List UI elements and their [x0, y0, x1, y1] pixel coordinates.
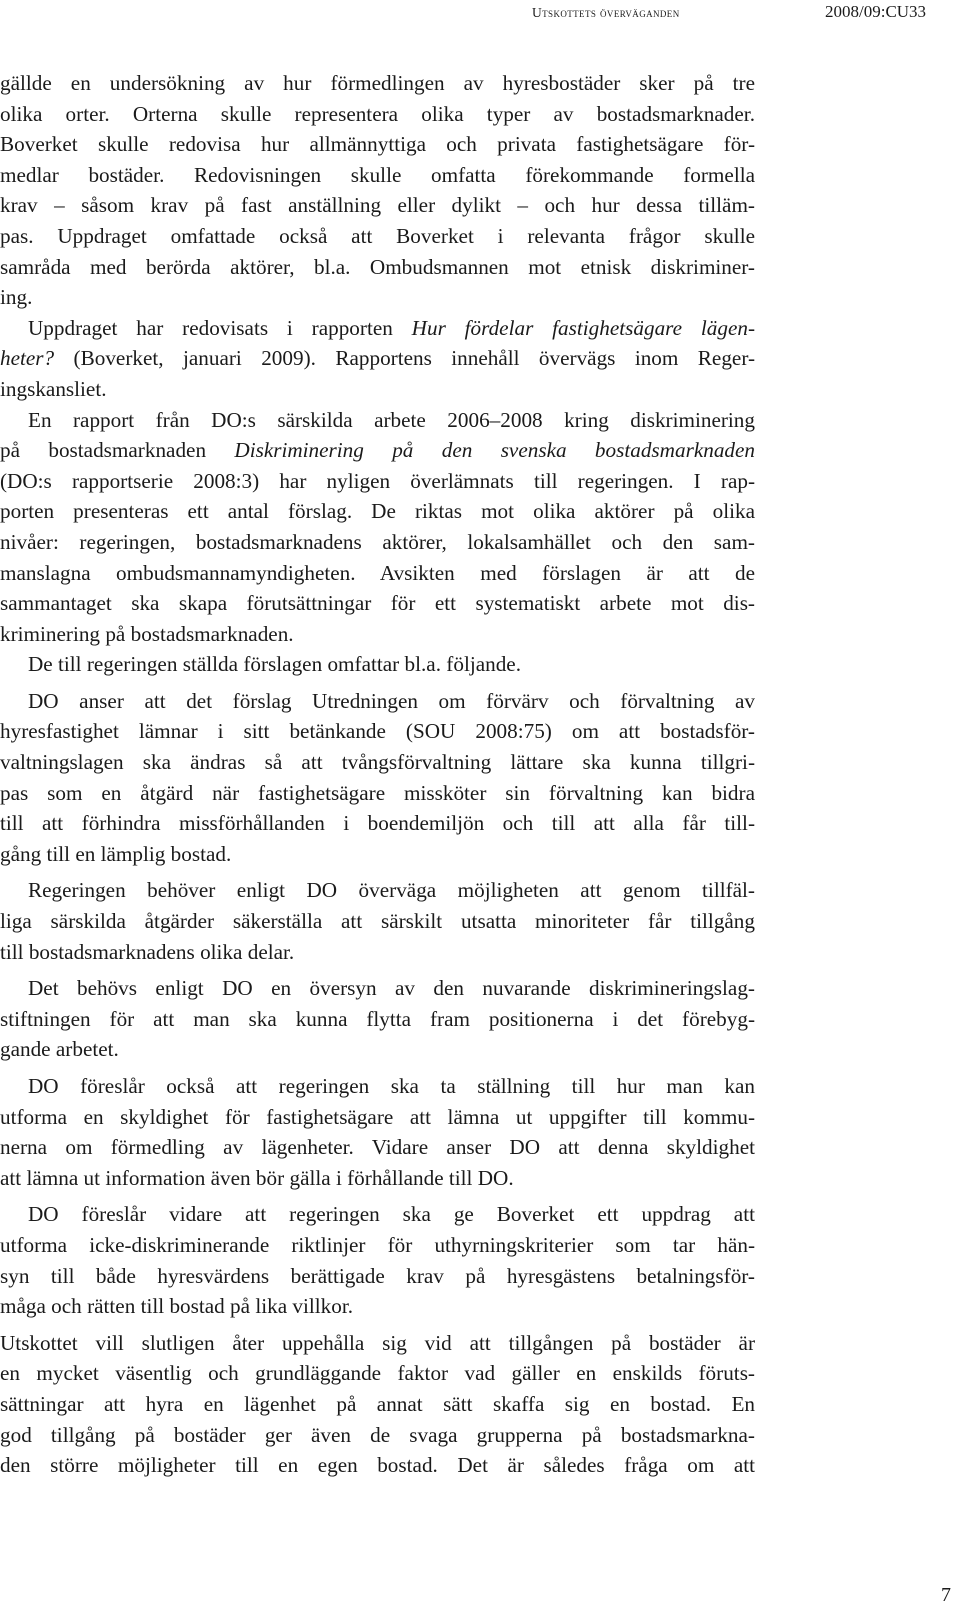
- text-line: [0, 1389, 755, 1420]
- line-text: De till regeringen ställda förslagen omfattar bl.a. följande.: [28, 652, 522, 677]
- line-text: krav – såsom krav på fast anställning eller dylikt – och hur dessa tilläm-: [0, 193, 755, 218]
- body-text: [0, 68, 755, 1481]
- text-line: [0, 716, 755, 747]
- text-line: [0, 496, 755, 527]
- text-line: [0, 1291, 755, 1322]
- text-line: [0, 906, 755, 937]
- line-text: (Boverket, januari 2009). Rapportens innehåll övervägs inom Reger-: [54, 346, 755, 371]
- italic-title: Diskriminering på den svenska bostadsmarknaden: [234, 438, 756, 463]
- line-text: stiftningen för att man ska kunna flytta fram positionerna i det förebyg-: [0, 1006, 755, 1031]
- text-line: [0, 1132, 755, 1163]
- line-text: medlar bostäder. Redovisningen skulle omfatta förekommande formella: [0, 162, 755, 187]
- line-text: Regeringen behöver enligt DO överväga möjligheten att genom tillfäl-: [28, 878, 755, 903]
- line-text: den större möjligheter till en egen bostad. Det är således fråga om att: [0, 1453, 755, 1478]
- text-line: [0, 99, 755, 130]
- text-line: [0, 1230, 755, 1261]
- italic-title: heter?: [0, 346, 55, 371]
- line-text: hyresfastighet lämnar i sitt betänkande (SOU 2008:75) om att bostadsför-: [0, 719, 755, 744]
- text-line: [0, 1420, 755, 1451]
- line-text: ingskansliet.: [0, 376, 107, 401]
- text-line: [0, 588, 755, 619]
- text-line: [0, 778, 755, 809]
- line-text: sättningar att hyra en lägenhet på annat sätt skaffa sig en bostad. En: [0, 1391, 755, 1416]
- text-line: [0, 405, 755, 436]
- line-text: till att förhindra missförhållanden i boendemiljön och till att alla får till-: [0, 811, 755, 836]
- line-text: måga och rätten till bostad på lika villkor.: [0, 1294, 354, 1319]
- text-line: [0, 937, 755, 968]
- text-line: [0, 747, 755, 778]
- line-text: nivåer: regeringen, bostadsmarknadens aktörer, lokalsamhället och den sam-: [0, 529, 755, 554]
- text-line: [0, 343, 755, 374]
- text-line: [0, 1102, 755, 1133]
- text-line: [0, 1450, 755, 1481]
- text-block: [0, 973, 755, 1065]
- line-text: syn till både hyresvärdens berättigade krav på hyresgästens betalningsför-: [0, 1263, 755, 1288]
- line-text: pas som en åtgärd när fastighetsägare missköter sin förvaltning kan bidra: [0, 780, 755, 805]
- italic-title: Hur fördelar fastighetsägare lägen-: [411, 315, 755, 340]
- text-line: [0, 1163, 755, 1194]
- line-text: en mycket väsentlig och grundläggande faktor vad gäller en enskilds föruts-: [0, 1361, 755, 1386]
- line-text: Uppdraget har redovisats i rapporten: [28, 315, 412, 340]
- line-text: på bostadsmarknaden: [0, 438, 235, 463]
- line-text: olika orter. Orterna skulle representera olika typer av bostadsmarknader.: [0, 101, 755, 126]
- line-text: god tillgång på bostäder ger även de svaga grupperna på bostadsmarkna-: [0, 1422, 755, 1447]
- line-text: gällde en undersökning av hur förmedlingen av hyresbostäder sker på tre: [0, 71, 755, 95]
- text-line: [0, 68, 755, 99]
- line-text: ing.: [0, 285, 33, 310]
- text-line: [0, 282, 755, 313]
- text-line: [0, 839, 755, 870]
- line-text: (DO:s rapportserie 2008:3) har nyligen överlämnats till regeringen. I rap-: [0, 468, 755, 493]
- line-text: gande arbetet.: [0, 1037, 119, 1062]
- line-text: att lämna ut information även bör gälla i förhållande till DO.: [0, 1165, 514, 1190]
- line-text: manslagna ombudsmannamyndigheten. Avsikten med förslagen är att de: [0, 560, 755, 585]
- line-text: DO föreslår vidare att regeringen ska ge Boverket ett uppdrag att: [28, 1202, 755, 1227]
- text-line: [0, 1071, 755, 1102]
- line-text: kriminering på bostadsmarknaden.: [0, 621, 294, 646]
- text-line: [0, 221, 755, 252]
- section-title: Utskottets överväganden: [532, 5, 680, 20]
- text-block: [0, 875, 755, 967]
- line-text: DO anser att det förslag Utredningen om förvärv och förvaltning av: [28, 688, 755, 713]
- text-block: [0, 68, 755, 680]
- text-line: [0, 686, 755, 717]
- text-line: [0, 313, 755, 344]
- line-text: porten presenteras ett antal förslag. De riktas mot olika aktörer på olika: [0, 499, 755, 524]
- text-line: [0, 1358, 755, 1389]
- text-line: [0, 129, 755, 160]
- line-text: liga särskilda åtgärder säkerställa att särskilt utsatta minoriteter får tillgång: [0, 909, 755, 934]
- line-text: En rapport från DO:s särskilda arbete 2006–2008 kring diskriminering: [28, 407, 755, 432]
- text-line: [0, 808, 755, 839]
- text-block: [0, 1071, 755, 1193]
- text-line: [0, 1004, 755, 1035]
- text-line: [0, 1199, 755, 1230]
- text-line: [0, 973, 755, 1004]
- line-text: Det behövs enligt DO en översyn av den nuvarande diskrimineringslag-: [28, 976, 755, 1001]
- text-line: [0, 527, 755, 558]
- text-block: [0, 1328, 755, 1481]
- line-text: valtningslagen ska ändras så att tvångsförvaltning lättare ska kunna tillgri-: [0, 750, 755, 775]
- line-text: till bostadsmarknadens olika delar.: [0, 939, 295, 964]
- text-line: [0, 875, 755, 906]
- text-line: [0, 160, 755, 191]
- line-text: utforma en skyldighet för fastighetsägare att lämna ut uppgifter till kommu-: [0, 1104, 755, 1129]
- text-line: [0, 649, 755, 680]
- line-text: Boverket skulle redovisa hur allmännyttiga och privata fastighetsägare för-: [0, 132, 755, 157]
- line-text: pas. Uppdraget omfattade också att Boverket i relevanta frågor skulle: [0, 223, 755, 248]
- text-line: [0, 1328, 755, 1359]
- text-line: [0, 435, 755, 466]
- text-line: [0, 619, 755, 650]
- line-text: samråda med berörda aktörer, bl.a. Ombudsmannen mot etnisk diskriminer-: [0, 254, 755, 279]
- line-text: sammantaget ska skapa förutsättningar för ett systematiskt arbete mot dis-: [0, 591, 755, 616]
- line-text: DO föreslår också att regeringen ska ta ställning till hur man kan: [28, 1074, 755, 1098]
- text-line: [0, 374, 755, 405]
- text-line: [0, 190, 755, 221]
- text-block: [0, 1199, 755, 1321]
- text-line: [0, 466, 755, 497]
- line-text: gång till en lämplig bostad.: [0, 841, 232, 866]
- line-text: Utskottet vill slutligen åter uppehålla sig vid att tillgången på bostäder är: [0, 1330, 755, 1355]
- text-line: [0, 1261, 755, 1292]
- text-line: [0, 558, 755, 589]
- line-text: nerna om förmedling av lägenheter. Vidare anser DO att denna skyldighet: [0, 1135, 755, 1160]
- text-line: [0, 252, 755, 283]
- page-header: [0, 0, 960, 28]
- line-text: utforma icke-diskriminerande riktlinjer för uthyrningskriterier som tar hän-: [0, 1232, 755, 1257]
- page-number: 7: [941, 1584, 951, 1606]
- text-line: [0, 1034, 755, 1065]
- document-reference: 2008/09:CU33: [825, 2, 927, 21]
- text-block: [0, 686, 755, 870]
